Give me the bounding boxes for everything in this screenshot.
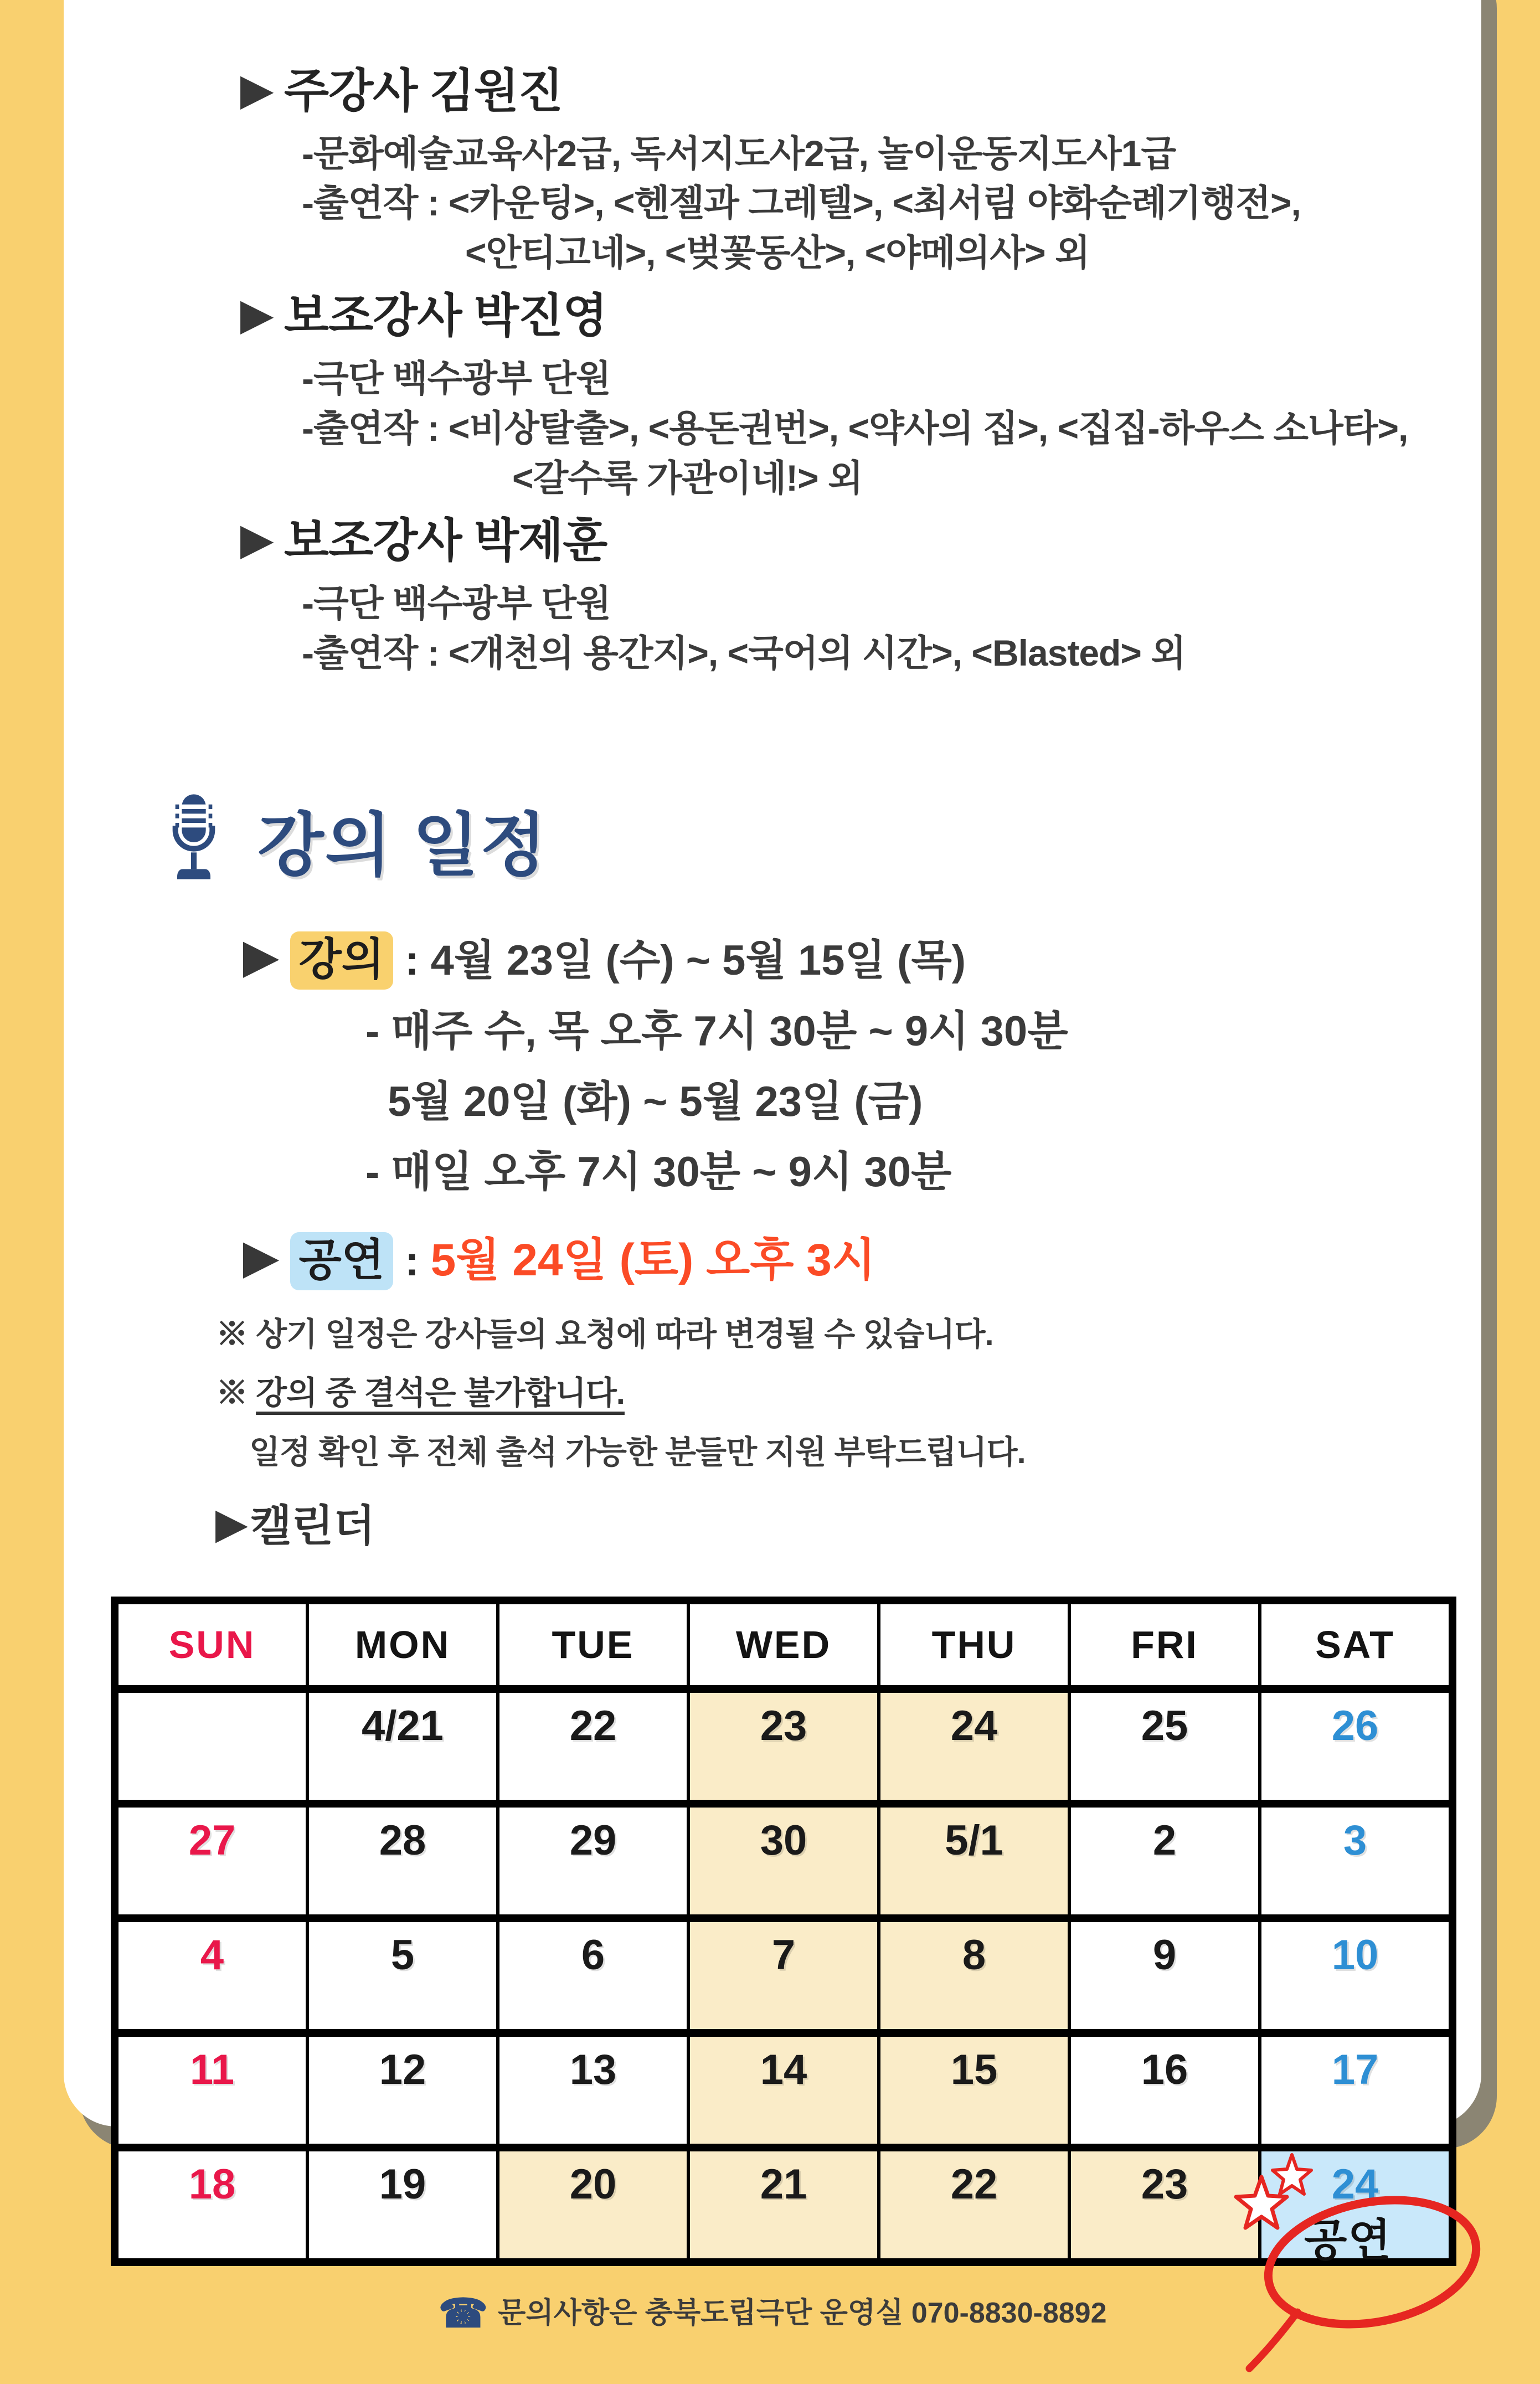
triangle-bullet-icon: ▶ [241,66,272,112]
schedule-notes [64,1315,1481,1473]
calendar-cell-lesson-day: 14 [690,2037,880,2144]
calendar-cell-lesson-day: 8 [880,1922,1071,2029]
lecture-time-line-1: - 매주 수, 목 오후 7시 30분 ~ 9시 30분 [365,1007,1068,1055]
instructor-1-title [241,64,1481,118]
lecture-time-line-2: - 매일 오후 7시 30분 ~ 9시 30분 [365,1149,952,1196]
calendar-header-row [119,1604,1449,1693]
triangle-bullet-icon: ▶ [244,931,278,981]
performance-schedule-line [244,1230,1481,1288]
instructor-2-name: 보조강사 박진영 [284,290,607,342]
calendar-cell-lesson-day: 23 [690,1693,880,1800]
calendar-header-thu: THU [880,1604,1071,1685]
instructor-1-detail-line: -출연작 : <카운팅>, <헨젤과 그레텔>, <최서림 야화순례기행전>, [302,182,1301,224]
calendar-week-row [119,1808,1449,1922]
calendar-header-sun: SUN [119,1604,309,1685]
schedule-section-header [166,780,1481,899]
microphone-icon [166,781,222,898]
poster-content [64,50,1481,2336]
instructor-3-detail-line: -출연작 : <개천의 용간지>, <국어의 시간>, <Blasted> 외 [302,632,1186,673]
calendar-cell-lesson-day: 24 [880,1693,1071,1800]
telephone-icon: ☎ [438,2292,488,2336]
footer-contact [64,2289,1481,2336]
calendar-week-row [119,2037,1449,2151]
calendar-header-wed: WED [690,1604,880,1685]
poster-card [64,0,1481,2336]
performance-day-number: 24 [1331,2161,1379,2208]
schedule-block [64,930,1481,1553]
calendar-cell: 19 [309,2151,499,2258]
calendar-cell: 11 [119,2037,309,2144]
calendar-label [216,1491,1481,1553]
note-text: 일정 확인 후 전체 출석 가능한 분들만 지원 부탁드립니다. [249,1434,1026,1470]
calendar-cell [119,1693,309,1800]
performance-label-highlight: 공연 [290,1232,394,1290]
instructor-3-title [241,514,1481,568]
calendar-cell: 16 [1071,2037,1261,2144]
instructor-3-details [64,582,1481,675]
calendar-cell: 3 [1261,1808,1449,1914]
calendar-cell: 10 [1261,1922,1449,2029]
lecture-date-range-1: 4월 23일 (수) ~ 5월 15일 (목) [430,936,966,984]
calendar-week-row [119,2151,1449,2265]
calendar-cell: 27 [119,1808,309,1914]
calendar-cell: 12 [309,2037,499,2144]
calendar-cell: 4 [119,1922,309,2029]
triangle-bullet-icon: ▶ [241,291,272,338]
instructor-2-details [64,357,1481,500]
calendar-cell: 13 [499,2037,690,2144]
note-line [216,1373,1481,1414]
calendar-cell: 28 [309,1808,499,1914]
instructor-2-detail-line: -극단 백수광부 단원 [302,357,611,399]
calendar-cell: 6 [499,1922,690,2029]
calendar-cell-lesson-day: 22 [880,2151,1071,2258]
lecture-label-highlight: 강의 [290,931,394,990]
note-text-underlined: 강의 중 결석은 불가합니다. [256,1375,625,1412]
instructor-1-detail-line: <안티고네>, <벚꽃동산>, <야메의사> 외 [465,232,1090,274]
instructor-2-detail-line: -출연작 : <비상탈출>, <용돈권번>, <약사의 집>, <집집-하우스 소나타>, [302,407,1408,449]
calendar-cell: 22 [499,1693,690,1800]
calendar-week-row [119,1922,1449,2037]
triangle-bullet-icon: ▶ [216,1502,247,1547]
instructor-3-name: 보조강사 박제훈 [284,514,607,567]
reference-mark-icon: ※ [216,1375,248,1412]
triangle-bullet-icon: ▶ [244,1232,278,1282]
calendar-cell: 5 [309,1922,499,2029]
instructor-2-title [241,289,1481,343]
calendar-cell-lesson-day: 20 [499,2151,690,2258]
triangle-bullet-icon: ▶ [241,516,272,563]
calendar-header-fri: FRI [1071,1604,1261,1685]
instructor-1-details [64,132,1481,275]
calendar-cell: 29 [499,1808,690,1914]
calendar-cell-lesson-day: 30 [690,1808,880,1914]
calendar-cell-lesson-day: 7 [690,1922,880,2029]
schedule-section-title: 강의 일정 [257,807,548,884]
calendar-cell: 26 [1261,1693,1449,1800]
label-separator: : [393,1238,431,1285]
note-text: 상기 일정은 강사들의 요청에 따라 변경될 수 있습니다. [256,1316,993,1352]
calendar-cell: 9 [1071,1922,1261,2029]
calendar-cell: 4/21 [309,1693,499,1800]
calendar-week-row [119,1693,1449,1808]
calendar-header-sat: SAT [1261,1604,1449,1685]
instructor-1-name: 주강사 김원진 [284,65,563,117]
calendar-header-tue: TUE [499,1604,690,1685]
instructor-1-detail-line: -문화예술교육사2급, 독서지도사2급, 놀이운동지도사1급 [302,132,1176,174]
calendar-cell-lesson-day: 5/1 [880,1808,1071,1914]
note-line [216,1315,1481,1355]
calendar-cell-lesson-day: 23 [1071,2151,1261,2258]
note-line [249,1433,1481,1473]
reference-mark-icon: ※ [216,1316,248,1352]
calendar-cell-performance-day [1261,2151,1449,2265]
calendar-header-mon: MON [309,1604,499,1685]
calendar-cell: 18 [119,2151,309,2258]
calendar-cell: 2 [1071,1808,1261,1914]
instructor-2-detail-line: <갈수록 가관이네!> 외 [512,457,863,498]
performance-day-word: 공연 [1304,2216,1392,2265]
calendar-cell: 25 [1071,1693,1261,1800]
calendar-cell-lesson-day: 21 [690,2151,880,2258]
lecture-date-range-2: 5월 20일 (화) ~ 5월 23일 (금) [388,1078,923,1125]
calendar-label-text: 캘린더 [250,1501,375,1551]
lecture-schedule-line [244,930,1481,986]
calendar-table [111,1597,1456,2266]
label-separator: : [393,936,431,984]
calendar-cell-lesson-day: 15 [880,2037,1071,2144]
performance-date: 5월 24일 (토) 오후 3시 [430,1235,876,1286]
calendar-cell: 17 [1261,2037,1449,2144]
footer-contact-text: 문의사항은 충북도립극단 운영실 070-8830-8892 [498,2297,1107,2330]
instructor-3-detail-line: -극단 백수광부 단원 [302,583,611,624]
